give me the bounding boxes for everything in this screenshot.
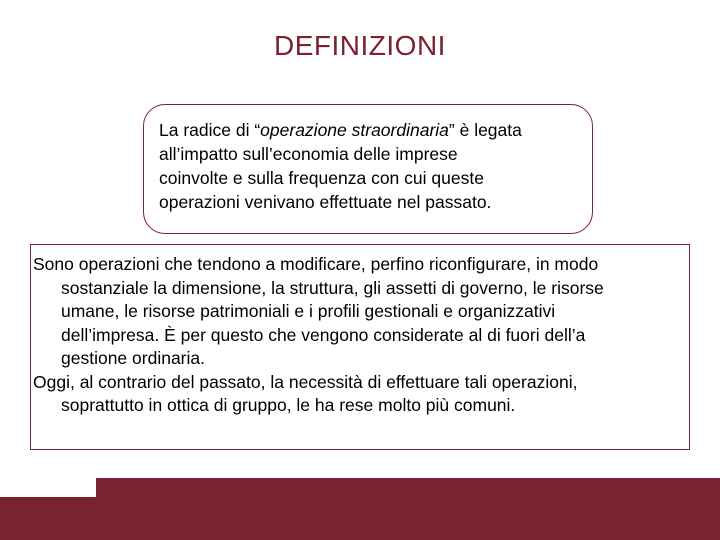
definition-line-4: operazioni venivano effettuate nel passato. <box>159 192 492 212</box>
paragraph-1-line: Sono operazioni che tendono a modificare, perfino riconfigurare, in modo <box>33 254 599 274</box>
paragraph-1-line: sostanziale la dimensione, la struttura, gli assetti di governo, le risorse <box>61 277 604 298</box>
definition-line-1-prefix: La radice di “ <box>159 120 261 140</box>
paragraph-1-line: gestione ordinaria. <box>61 348 205 368</box>
paragraph-1-line: umane, le risorse patrimoniali e i profili gestionali e organizzativi <box>61 301 556 321</box>
definition-line-1-suffix: ” è legata <box>448 120 522 140</box>
definition-line-3: coinvolte e sulla frequenza con cui queste <box>159 168 484 188</box>
paragraph-2-line: soprattutto in ottica di gruppo, le ha rese molto più comuni. <box>61 395 516 415</box>
slide-title: DEFINIZIONI <box>274 30 446 61</box>
paragraph-1-line: dell’impresa. È per questo che vengono considerate al di fuori dell’a <box>61 324 586 345</box>
paragraph-2 <box>33 371 683 418</box>
paragraph-1 <box>33 253 683 371</box>
definition-line-1 <box>159 118 582 142</box>
definition-box <box>143 104 593 234</box>
footer-band <box>96 478 720 540</box>
footer-block-left <box>0 497 96 540</box>
definition-italic-term: operazione straordinaria <box>260 120 449 140</box>
body-text-box <box>30 244 690 450</box>
paragraph-2-line: Oggi, al contrario del passato, la necessità di effettuare tali operazioni, <box>33 371 578 392</box>
definition-line-2: all’impatto sull’economia delle imprese <box>159 144 458 164</box>
